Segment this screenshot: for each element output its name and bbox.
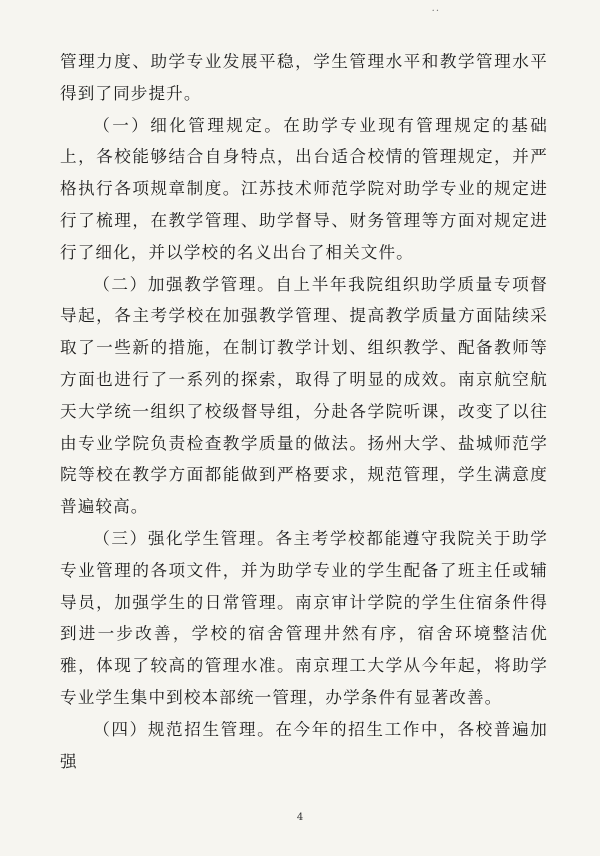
paragraph-refine-rules: （一）细化管理规定。在助学专业现有管理规定的基础上，各校能够结合自身特点，出台适合校情的管理规定，并严格执行各项规章制度。江苏技术师范学院对助学专业的规定进行了梳理，在教学管理、助学督导、财务管理等方面对规定进行了细化，并以学校的名义出台了相关文件。 <box>60 115 548 262</box>
document-body <box>60 46 548 777</box>
paragraph-teaching-management: （二）加强教学管理。自上半年我院组织助学质量专项督导起，各主考学校在加强教学管理、提高教学质量方面陆续采取了一些新的措施，在制订教学计划、组织教学、配备教师等方面也进行了一系列的探索，取得了明显的成效。南京航空航天大学统一组织了校级督导组，分赴各学院听课，改变了以往由专业学院负责检查教学质量的做法。扬州大学、盐城师范学院等校在教学方面都能做到严格要求，规范管理，学生满意度普遍较高。 <box>60 274 548 517</box>
corner-mark: ·· <box>431 6 440 17</box>
page-number: 4 <box>296 812 304 823</box>
paragraph-student-management: （三）强化学生管理。各主考学校都能遵守我院关于助学专业管理的各项文件，并为助学专业的学生配备了班主任或辅导员，加强学生的日常管理。南京审计学院的学生住宿条件得到进一步改善，学校的宿舍管理井然有序，宿舍环境整洁优雅，体现了较高的管理水准。南京理工大学从今年起，将助学专业学生集中到校本部统一管理，办学条件有显著改善。 <box>60 528 548 707</box>
paragraph-enrollment-management: （四）规范招生管理。在今年的招生工作中，各校普遍加强 <box>60 719 548 771</box>
paragraph-continuation: 管理力度、助学专业发展平稳，学生管理水平和教学管理水平得到了同步提升。 <box>60 52 548 103</box>
